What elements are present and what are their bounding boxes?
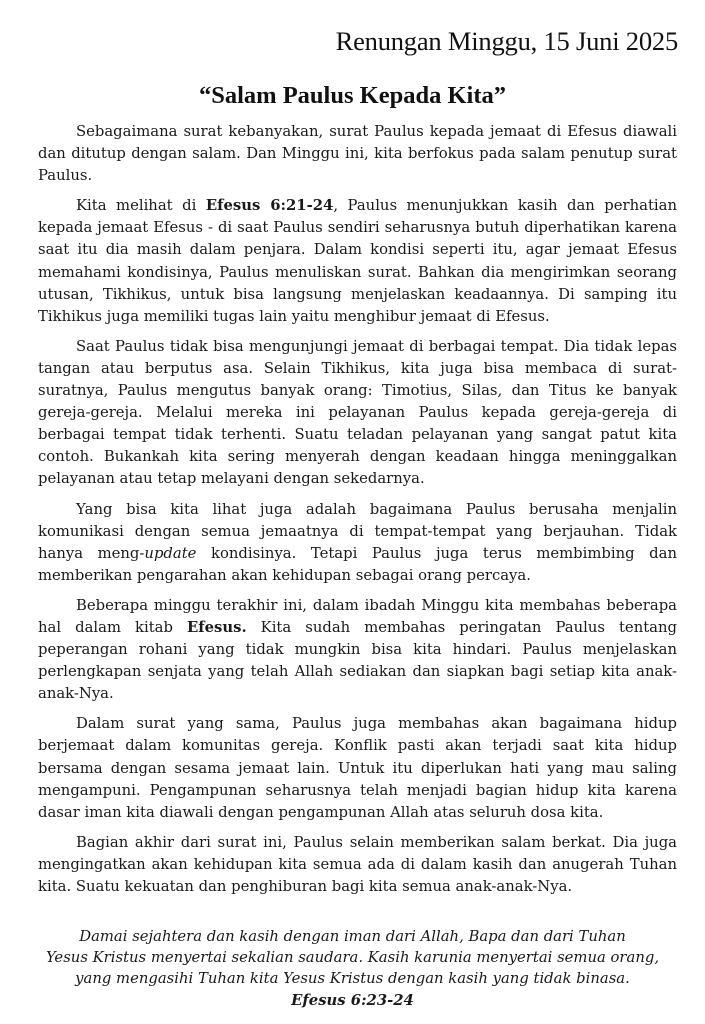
scripture-reference: Efesus 6:21-24: [205, 197, 334, 215]
paragraph-5-text-end: Kita sudah membahas peringatan Paulus tentang peperangan rohani yang tidak mungkin bisa kita hindari. Paulus menjelaskan perlengkapan senjata yang telah Allah sediakan dan siapkan bagi setiap kita anak-anak-Nya.: [38, 618, 677, 703]
page-title: “Salam Paulus Kepada Kita”: [199, 82, 506, 109]
paragraph-5: [38, 595, 677, 705]
paragraph-4-text-start: Yang bisa kita lihat juga adalah bagaimana Paulus berusaha menjalin komunikasi dengan semua jemaatnya di tempat-tempat yang berjauhan. Tidak hanya meng-: [38, 500, 677, 562]
closing-line-1: Damai sejahtera dan kasih dengan iman dari Allah, Bapa dan dari Tuhan: [79, 928, 626, 945]
paragraph-4: [38, 499, 677, 587]
paragraph-2: [38, 195, 677, 328]
paragraph-1: Sebagaimana surat kebanyakan, surat Paulus kepada jemaat di Efesus diawali dan ditutup dengan salam. Dan Minggu ini, kita berfokus pada salam penutup surat Paulus.: [38, 123, 677, 185]
article-body: [38, 121, 677, 906]
paragraph-3: Saat Paulus tidak bisa mengunjungi jemaat di berbagai tempat. Dia tidak lepas tangan atau berputus asa. Selain Tikhikus, kita juga bisa membaca di surat-suratnya, Paulus mengutus banyak orang: Timotius, Silas, dan Titus ke banyak gereja-gereja. Melalui mereka ini pelayanan Paulus kepada gereja-gereja di berbagai tempat tidak terhenti. Suatu teladan pelayanan yang sangat patut kita contoh. Bukankah kita sering menyerah dengan keadaan hingga meninggalkan pelayanan atau tetap melayani dengan sekedarnya.: [38, 337, 677, 488]
page-date-header: Renungan Minggu, 15 Juni 2025: [335, 26, 678, 56]
paragraph-2-text-end: , Paulus menunjukkan kasih dan perhatian kepada jemaat Efesus - di saat Paulus sendiri seharusnya butuh diperhatikan karena saat itu dia masih dalam penjara. Dalam kondisi seperti itu, agar jemaat Efesus memahami kondisinya, Paulus menuliskan surat. Bahkan dia mengirimkan seorang utusan, Tikhikus, untuk bisa langsung menjelaskan keadaannya. Di samping itu Tikhikus juga memiliki tugas lain yaitu menghibur jemaat di Efesus.: [38, 197, 677, 325]
closing-verse: [30, 926, 675, 1011]
paragraph-5-text-start: Beberapa minggu terakhir ini, dalam ibadah Minggu kita membahas beberapa hal dalam kitab: [38, 596, 677, 636]
closing-line-3: yang mengasihi Tuhan kita Yesus Kristus dengan kasih yang tidak binasa.: [75, 970, 630, 988]
paragraph-2-text-start: Kita melihat di: [76, 197, 206, 215]
italic-word: update: [144, 544, 197, 562]
book-reference: Efesus.: [186, 618, 247, 636]
closing-line-2: Yesus Kristus menyertai sekalian saudara. Kasih karunia menyertai semua orang,: [45, 949, 660, 967]
paragraph-4-text-end: kondisinya. Tetapi Paulus juga terus membimbing dan memberikan pengarahan akan kehidupan sebagai orang percaya.: [38, 544, 678, 584]
paragraph-6: Dalam surat yang sama, Paulus juga membahas akan bagaimana hidup berjemaat dalam komunitas gereja. Konflik pasti akan terjadi saat kita hidup bersama dengan sesama jemaat lain. Untuk itu diperlukan hati yang mau saling mengampuni. Pengampunan seharusnya telah menjadi bagian hidup kita karena dasar iman kita diawali dengan pengampunan Allah atas seluruh dosa kita.: [38, 715, 677, 821]
paragraph-7: Bagian akhir dari surat ini, Paulus selain memberikan salam berkat. Dia juga mengingatkan akan kehidupan kita semua ada di dalam kasih dan anugerah Tuhan kita. Suatu kekuatan dan penghiburan bagi kita semua anak-anak-Nya.: [38, 833, 677, 895]
closing-reference: Efesus 6:23-24: [291, 991, 414, 1009]
